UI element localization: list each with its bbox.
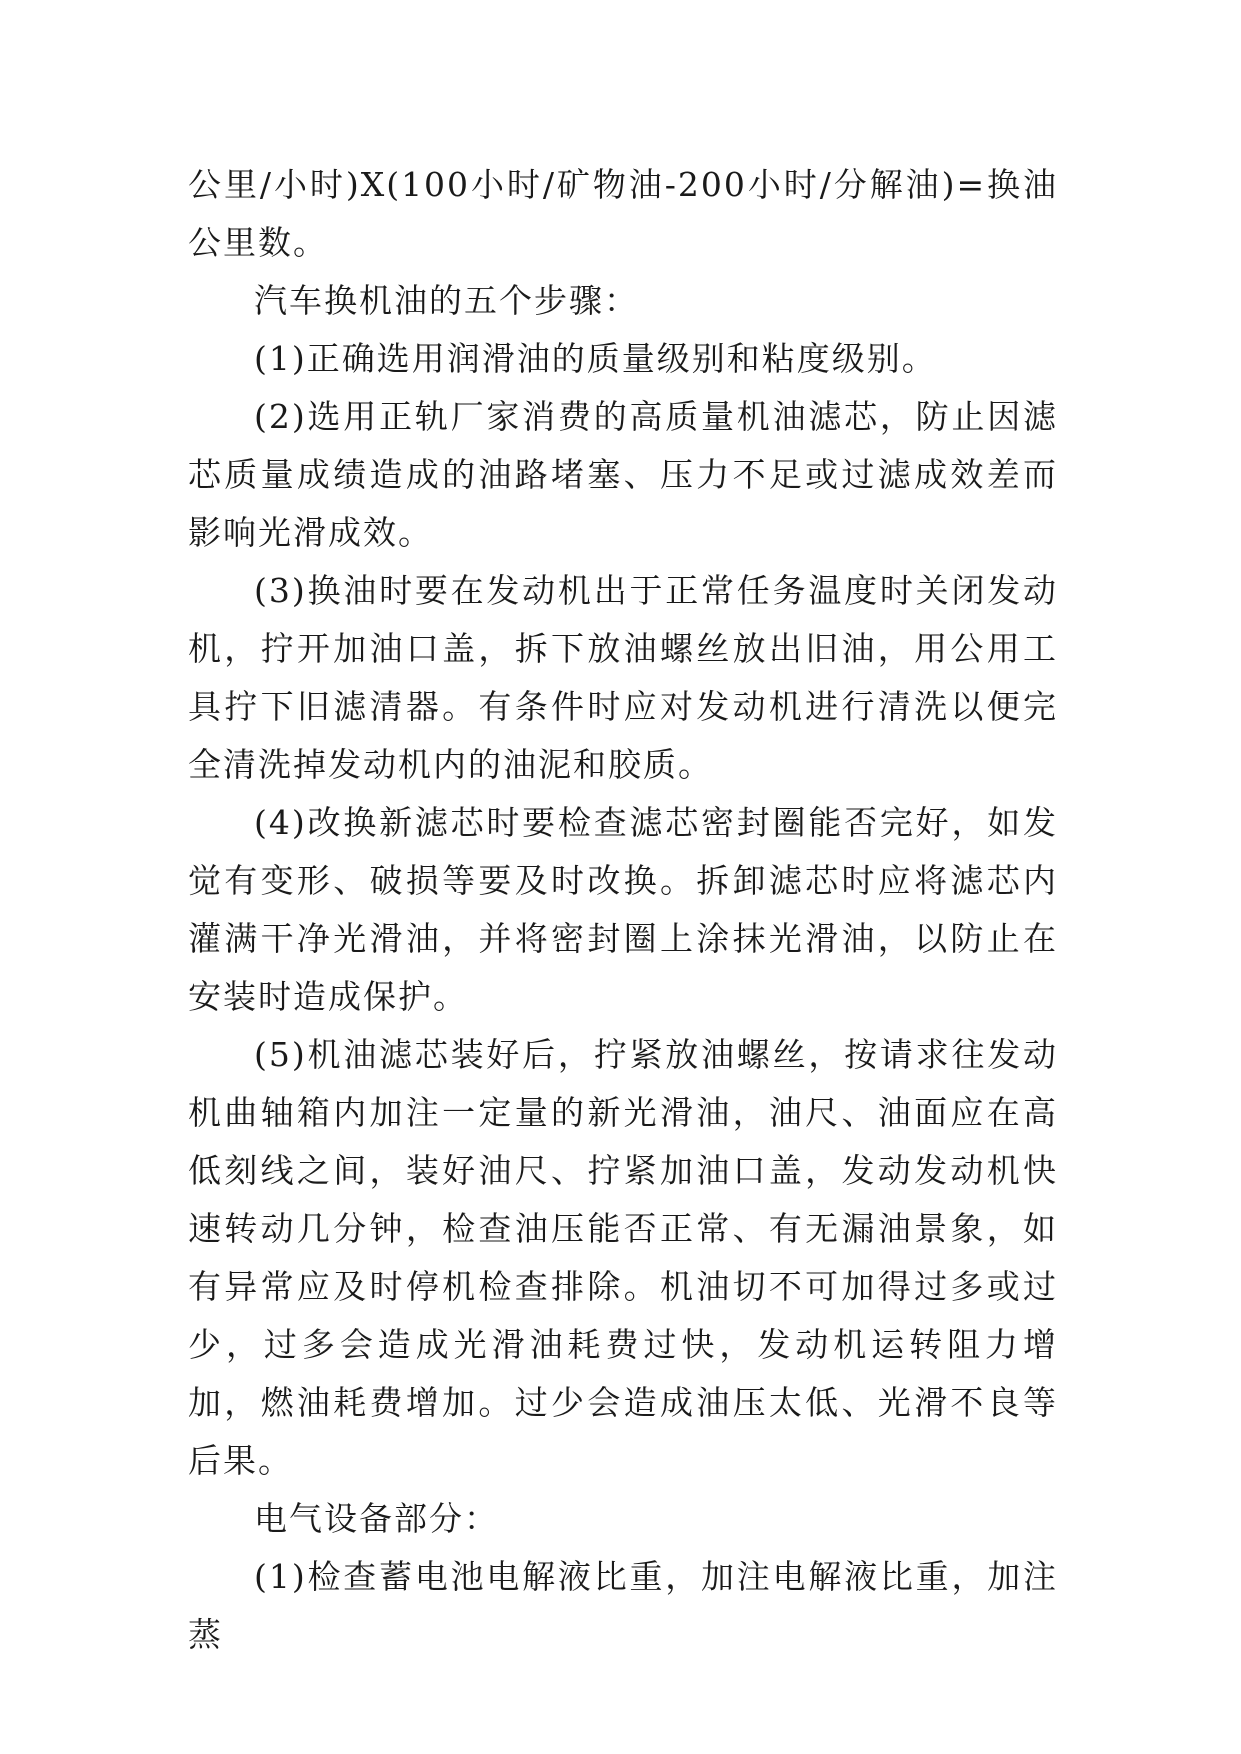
paragraph: (1)检查蓄电池电解液比重，加注电解液比重，加注蒸 xyxy=(188,1557,1058,1654)
paragraph: 汽车换机油的五个步骤： xyxy=(254,281,639,320)
document-page xyxy=(188,156,1058,1664)
paragraph: (2)选用正轨厂家消费的高质量机油滤芯，防止因滤芯质量成绩造成的油路堵塞、压力不足或过滤成效差而影响光滑成效。 xyxy=(188,397,1058,552)
paragraph: 电气设备部分： xyxy=(254,1499,499,1538)
paragraph: 公里/小时)X(100小时/矿物油-200小时/分解油)=换油公里数。 xyxy=(188,165,1058,262)
paragraph: (4)改换新滤芯时要检查滤芯密封圈能否完好，如发觉有变形、破损等要及时改换。拆卸滤芯时应将滤芯内灌满干净光滑油，并将密封圈上涂抹光滑油，以防止在安装时造成保护。 xyxy=(188,803,1058,1016)
paragraph: (5)机油滤芯装好后，拧紧放油螺丝，按请求往发动机曲轴箱内加注一定量的新光滑油，油尺、油面应在高低刻线之间，装好油尺、拧紧加油口盖，发动发动机快速转动几分钟，检查油压能否正常、有无漏油景象，如有异常应及时停机检查排除。机油切不可加得过多或过少，过多会造成光滑油耗费过快，发动机运转阻力增加，燃油耗费增加。过少会造成油压太低、光滑不良等后果。 xyxy=(188,1035,1058,1480)
paragraph: (1)正确选用润滑油的质量级别和粘度级别。 xyxy=(254,339,937,378)
paragraph: (3)换油时要在发动机出于正常任务温度时关闭发动机，拧开加油口盖，拆下放油螺丝放出旧油，用公用工具拧下旧滤清器。有条件时应对发动机进行清洗以便完全清洗掉发动机内的油泥和胶质。 xyxy=(188,571,1058,784)
